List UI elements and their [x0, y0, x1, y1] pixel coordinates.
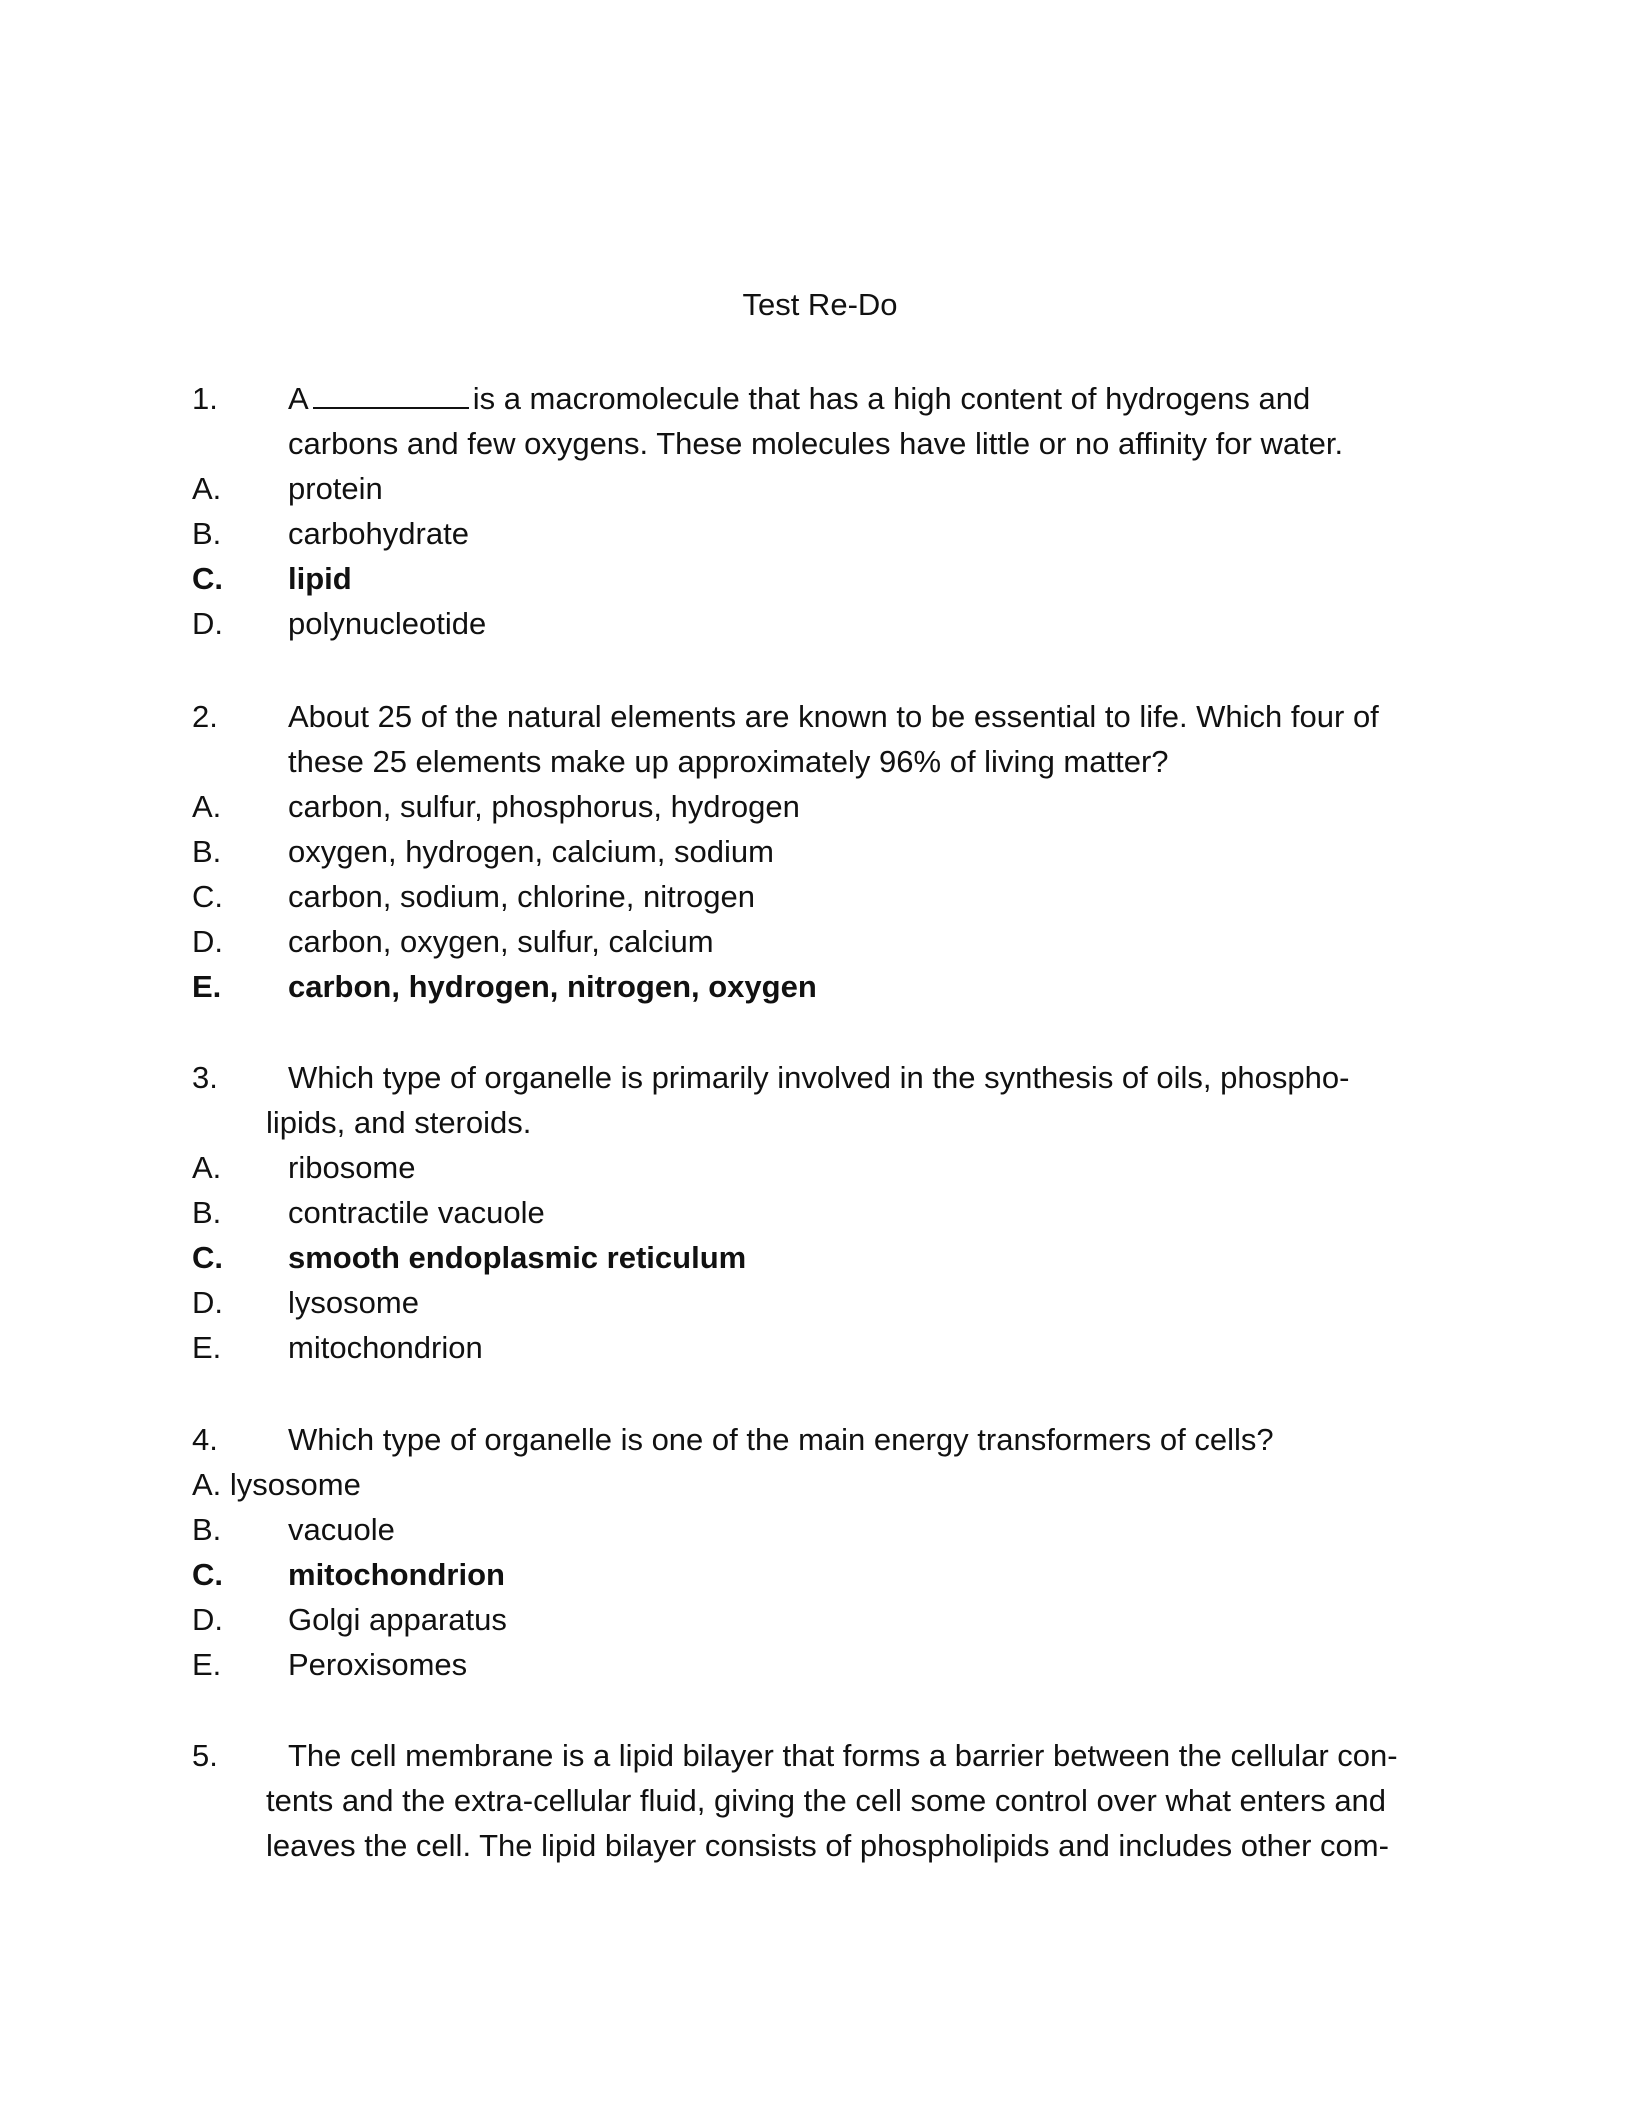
option-text: protein — [288, 471, 383, 506]
correct-option-text: smooth endoplasmic reticulum — [288, 1240, 747, 1275]
option-text: carbon, oxygen, sulfur, calcium — [288, 924, 714, 959]
option-text: polynucleotide — [288, 606, 487, 641]
option-letter: A. — [192, 1150, 222, 1185]
option-letter: A. — [192, 471, 222, 506]
option-text: contractile vacuole — [288, 1195, 545, 1230]
option-letter: C. — [192, 879, 223, 914]
option-letter: B. — [192, 834, 222, 869]
correct-option-text: mitochondrion — [288, 1557, 505, 1592]
option-text: ribosome — [288, 1150, 416, 1185]
option-letter: B. — [192, 516, 222, 551]
question-stem-line: these 25 elements make up approximately 96% of living matter? — [288, 744, 1169, 779]
question-number: 3. — [192, 1060, 218, 1095]
option-text: carbon, sulfur, phosphorus, hydrogen — [288, 789, 800, 824]
option-letter: E. — [192, 1330, 222, 1365]
option-text: oxygen, hydrogen, calcium, sodium — [288, 834, 774, 869]
answer-blank — [313, 383, 469, 409]
option-letter: A. — [192, 789, 222, 824]
option-text: Peroxisomes — [288, 1647, 468, 1682]
option-letter: D. — [192, 1602, 223, 1637]
option-letter: D. — [192, 606, 223, 641]
option-a-inline: A. lysosome — [192, 1467, 361, 1502]
option-text: vacuole — [288, 1512, 395, 1547]
correct-option-letter: E. — [192, 969, 222, 1004]
question-number: 1. — [192, 381, 218, 416]
question-stem-line: lipids, and steroids. — [266, 1105, 532, 1140]
option-text: carbohydrate — [288, 516, 469, 551]
correct-option-text: lipid — [288, 561, 352, 596]
option-text: carbon, sodium, chlorine, nitrogen — [288, 879, 755, 914]
option-letter: D. — [192, 924, 223, 959]
question-stem-line: Which type of organelle is primarily involved in the synthesis of oils, phospho- — [288, 1060, 1350, 1095]
page-title: Test Re-Do — [742, 287, 898, 322]
stem-prefix: A — [288, 381, 309, 416]
option-text: mitochondrion — [288, 1330, 483, 1365]
question-stem-line: tents and the extra-cellular fluid, giving the cell some control over what enters and — [266, 1783, 1387, 1818]
question-stem-line: The cell membrane is a lipid bilayer that forms a barrier between the cellular con- — [288, 1738, 1398, 1773]
option-text: Golgi apparatus — [288, 1602, 507, 1637]
question-stem-line: leaves the cell. The lipid bilayer consists of phospholipids and includes other com- — [266, 1828, 1389, 1863]
option-text: lysosome — [288, 1285, 419, 1320]
question-stem-line: carbons and few oxygens. These molecules have little or no affinity for water. — [288, 426, 1344, 461]
correct-option-letter: C. — [192, 1557, 223, 1592]
question-stem-line — [288, 380, 1310, 418]
question-number: 5. — [192, 1738, 218, 1773]
correct-option-letter: C. — [192, 1240, 223, 1275]
question-stem-line: Which type of organelle is one of the main energy transformers of cells? — [288, 1422, 1274, 1457]
question-number: 2. — [192, 699, 218, 734]
option-letter: E. — [192, 1647, 222, 1682]
question-stem-line: About 25 of the natural elements are known to be essential to life. Which four of — [288, 699, 1379, 734]
option-letter: D. — [192, 1285, 223, 1320]
correct-option-text: carbon, hydrogen, nitrogen, oxygen — [288, 969, 817, 1004]
option-letter: B. — [192, 1195, 222, 1230]
option-letter: B. — [192, 1512, 222, 1547]
stem-suffix: is a macromolecule that has a high content of hydrogens and — [472, 381, 1311, 416]
question-number: 4. — [192, 1422, 218, 1457]
correct-option-letter: C. — [192, 561, 223, 596]
